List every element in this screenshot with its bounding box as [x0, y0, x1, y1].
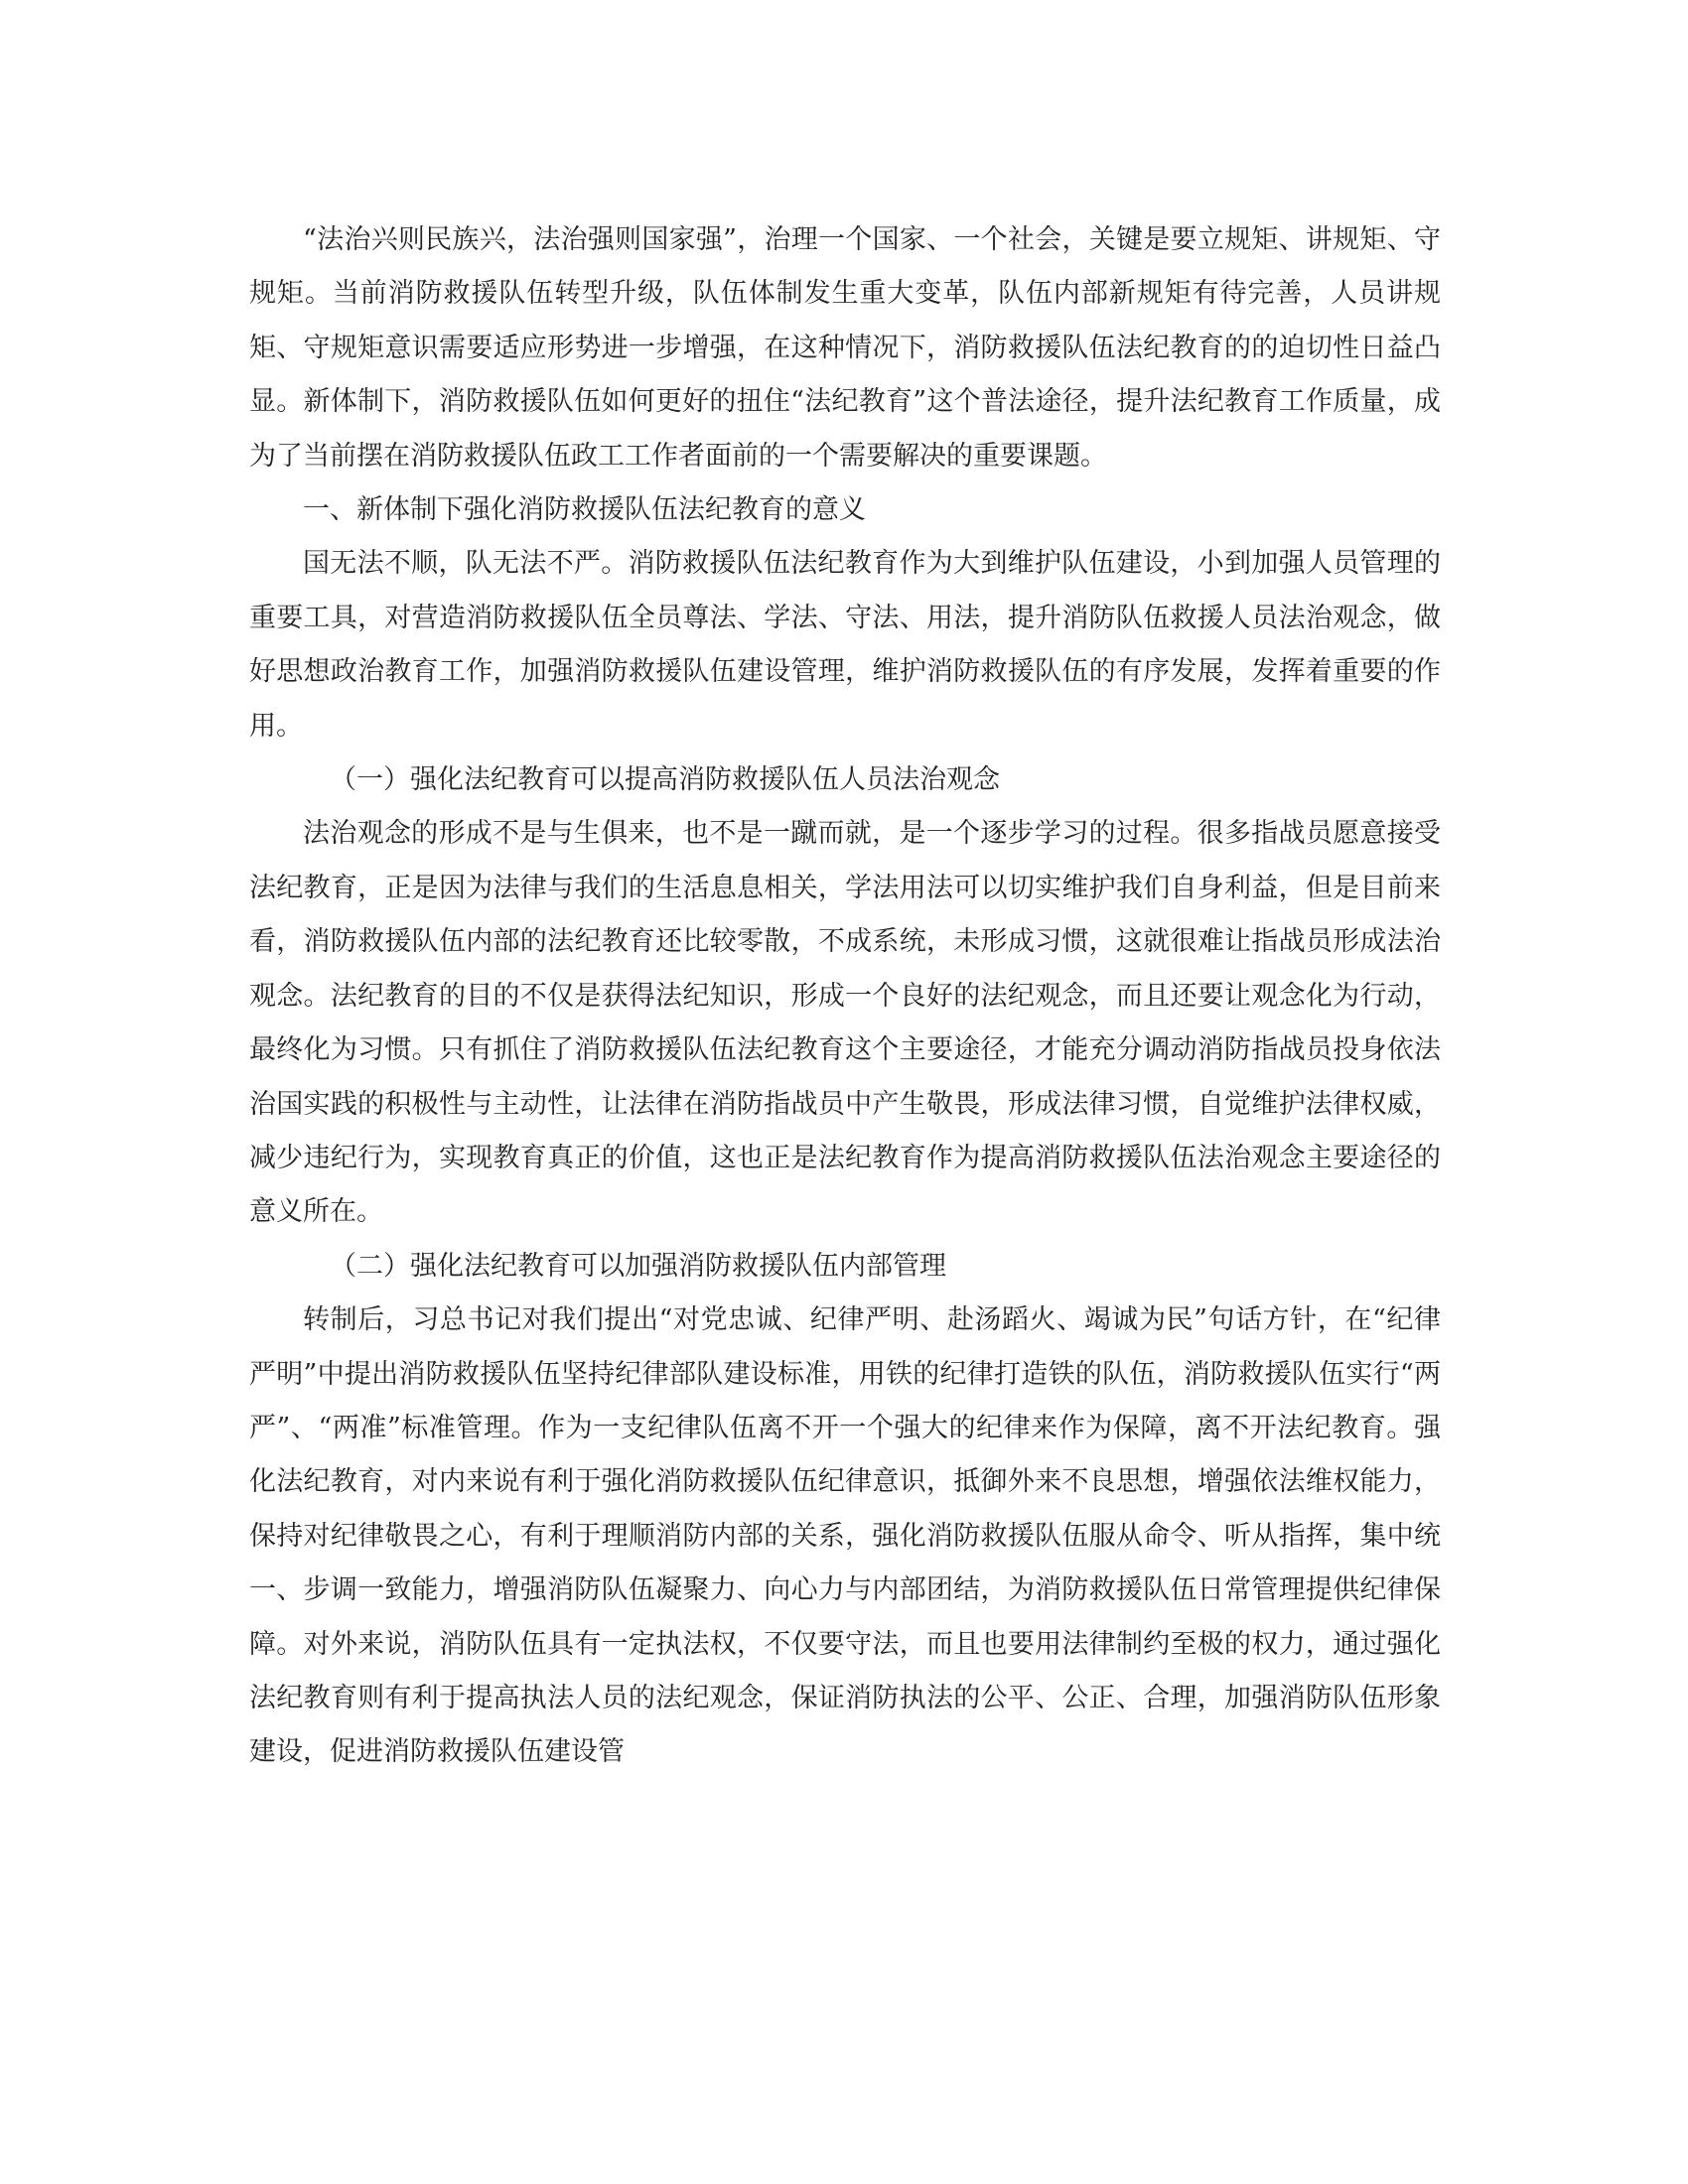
subsection-heading-1: （一）强化法纪教育可以提高消防救援队伍人员法治观念 — [330, 764, 1000, 796]
document-body — [249, 213, 1441, 1780]
section-heading-1: 一、新体制下强化消防救援队伍法纪教育的意义 — [303, 494, 866, 526]
paragraph-internal-management: 转制后，习总书记对我们提出“对党忠诚、纪律严明、赴汤蹈火、竭诚为民”句话方针，在“纪律严明”中提出消防救援队伍坚持纪律部队建设标准，用铁的纪律打造铁的队伍，消防救援队伍实行“两严”、“两准”标准管理。作为一支纪律队伍离不开一个强大的纪律来作为保障，离不开法纪教育。强化法纪教育，对内来说有利于强化消防救援队伍纪律意识，抵御外来不良思想，增强依法维权能力，保持对纪律敬畏之心，有利于理顺消防内部的关系，强化消防救援队伍服从命令、听从指挥，集中统一、步调一致能力，增强消防队伍凝聚力、向心力与内部团结，为消防救援队伍日常管理提供纪律保障。对外来说，消防队伍具有一定执法权，不仅要守法，而且也要用法律制约至极的权力，通过强化法纪教育则有利于提高执法人员的法纪观念，保证消防执法的公平、公正、合理，加强消防队伍形象建设，促进消防救援队伍建设管 — [249, 1304, 1441, 1768]
paragraph-intro: “法治兴则民族兴，法治强则国家强”，治理一个国家、一个社会，关键是要立规矩、讲规矩、守规矩。当前消防救援队伍转型升级，队伍体制发生重大变革，队伍内部新规矩有待完善，人员讲规矩、守规矩意识需要适应形势进一步增强，在这种情况下，消防救援队伍法纪教育的的迫切性日益凸显。新体制下，消防救援队伍如何更好的扭住“法纪教育”这个普法途径，提升法纪教育工作质量，成为了当前摆在消防救援队伍政工工作者面前的一个需要解决的重要课题。 — [249, 224, 1441, 472]
paragraph-significance: 国无法不顺，队无法不严。消防救援队伍法纪教育作为大到维护队伍建设，小到加强人员管理的重要工具，对营造消防救援队伍全员尊法、学法、守法、用法，提升消防队伍救援人员法治观念，做好思想政治教育工作，加强消防救援队伍建设管理，维护消防救援队伍的有序发展，发挥着重要的作用。 — [249, 548, 1441, 742]
paragraph-legal-concept: 法治观念的形成不是与生俱来，也不是一蹴而就，是一个逐步学习的过程。很多指战员愿意接受法纪教育，正是因为法律与我们的生活息息相关，学法用法可以切实维护我们自身利益，但是目前来看，消防救援队伍内部的法纪教育还比较零散，不成系统，未形成习惯，这就很难让指战员形成法治观念。法纪教育的目的不仅是获得法纪知识，形成一个良好的法纪观念，而且还要让观念化为行动，最终化为习惯。只有抓住了消防救援队伍法纪教育这个主要途径，才能充分调动消防指战员投身依法治国实践的积极性与主动性，让法律在消防指战员中产生敬畏，形成法律习惯，自觉维护法律权威，减少违纪行为，实现教育真正的价值，这也正是法纪教育作为提高消防救援队伍法治观念主要途径的意义所在。 — [249, 818, 1441, 1228]
subsection-heading-2: （二）强化法纪教育可以加强消防救援队伍内部管理 — [330, 1250, 946, 1282]
